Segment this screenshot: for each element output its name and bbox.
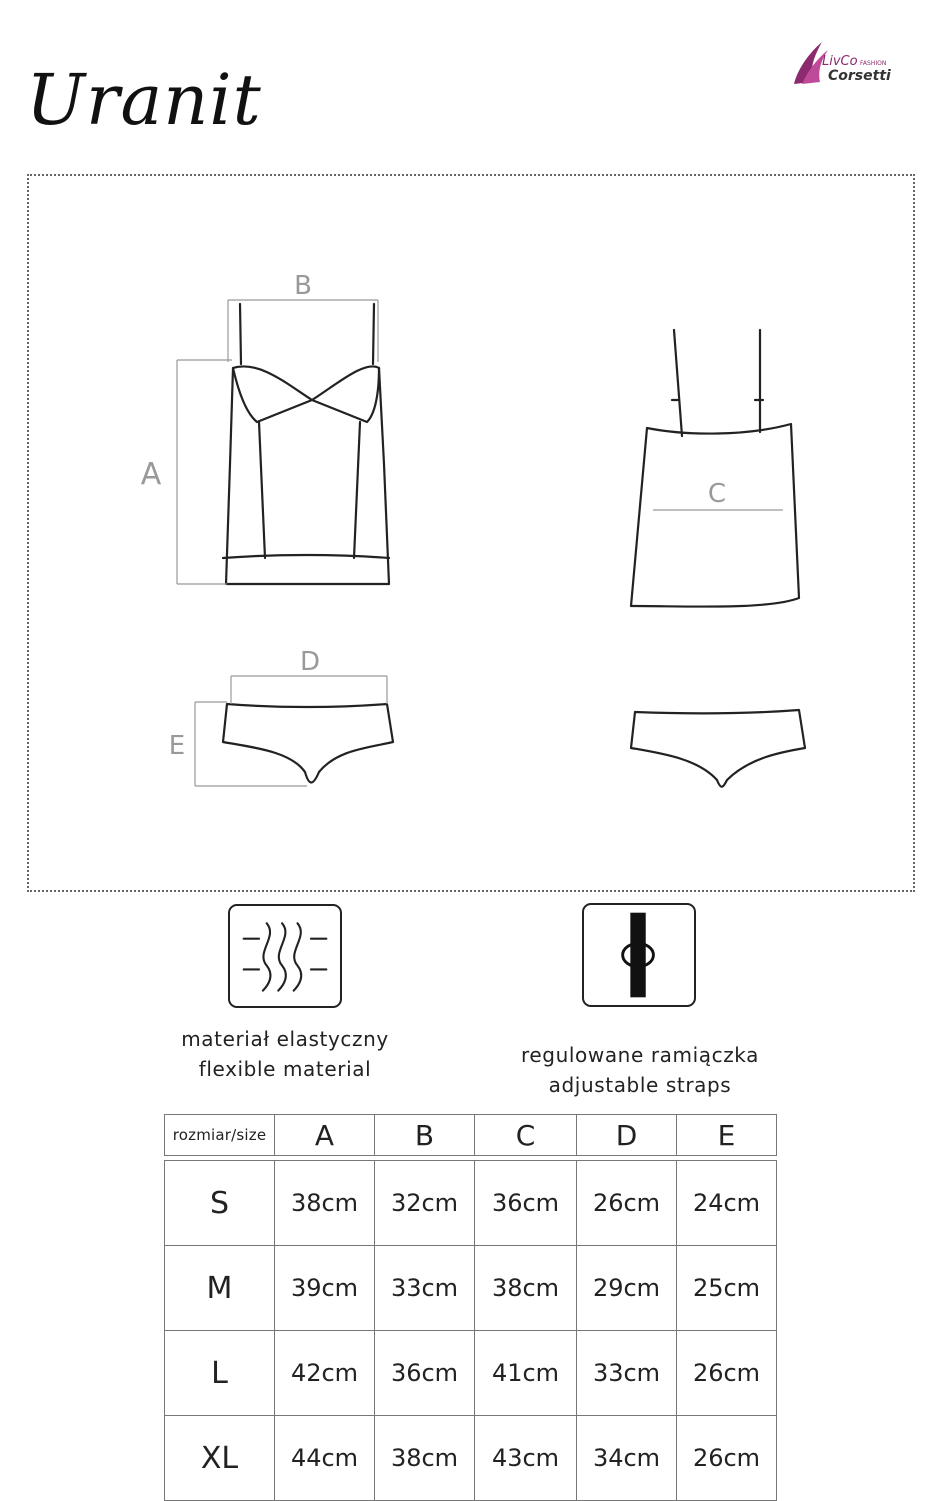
table-cell: 33cm — [577, 1331, 677, 1416]
table-cell: 38cm — [275, 1160, 375, 1246]
size-label: M — [164, 1246, 275, 1331]
feature-straps-line2: adjustable straps — [548, 1073, 732, 1097]
table-row — [164, 1331, 777, 1416]
size-label: S — [164, 1160, 275, 1246]
table-cell: 34cm — [577, 1416, 677, 1501]
table-cell: 42cm — [275, 1331, 375, 1416]
elastic-waves-icon — [228, 904, 342, 1008]
measure-label-c: C — [707, 479, 727, 509]
size-table — [164, 1114, 777, 1501]
table-cell: 41cm — [475, 1331, 577, 1416]
column-header-a: A — [275, 1114, 375, 1156]
feature-elastic-line1: materiał elastyczny — [181, 1027, 389, 1051]
camisole-front-sketch — [223, 304, 389, 584]
feature-straps-line1: regulowane ramiączka — [521, 1043, 759, 1067]
camisole-measure-lines — [177, 300, 378, 584]
briefs-front-sketch — [223, 704, 393, 783]
measure-label-a: A — [140, 457, 162, 492]
column-header-b: B — [375, 1114, 475, 1156]
feature-straps-label — [480, 1040, 800, 1100]
table-row — [164, 1160, 777, 1246]
table-cell: 29cm — [577, 1246, 677, 1331]
table-cell: 24cm — [677, 1160, 777, 1246]
column-header-e: E — [677, 1114, 777, 1156]
size-table-corner: rozmiar/size — [164, 1114, 275, 1156]
table-cell: 43cm — [475, 1416, 577, 1501]
table-row — [164, 1246, 777, 1331]
product-title — [22, 40, 322, 150]
svg-text:LivCo: LivCo — [822, 54, 858, 69]
svg-text:FASHION: FASHION — [860, 60, 887, 67]
column-header-d: D — [577, 1114, 677, 1156]
table-cell: 25cm — [677, 1246, 777, 1331]
strap-adjuster-icon — [582, 903, 696, 1007]
measure-label-d: D — [299, 647, 321, 677]
size-label: L — [164, 1331, 275, 1416]
table-cell: 26cm — [677, 1416, 777, 1501]
table-cell: 38cm — [475, 1246, 577, 1331]
table-cell: 26cm — [577, 1160, 677, 1246]
product-title-text: Uranit — [26, 59, 262, 141]
brand-logo — [788, 38, 906, 88]
table-cell: 36cm — [475, 1160, 577, 1246]
measure-label-b: B — [294, 271, 312, 301]
garment-sketches — [27, 174, 915, 892]
table-cell: 39cm — [275, 1246, 375, 1331]
table-cell: 26cm — [677, 1331, 777, 1416]
table-cell: 38cm — [375, 1416, 475, 1501]
table-cell: 44cm — [275, 1416, 375, 1501]
briefs-back-sketch — [631, 710, 805, 787]
table-cell: 36cm — [375, 1331, 475, 1416]
feature-elastic-label — [150, 1024, 420, 1084]
measure-label-e: E — [168, 731, 186, 761]
camisole-back-sketch — [631, 330, 799, 607]
size-table-header — [164, 1114, 777, 1156]
feature-elastic-line2: flexible material — [198, 1057, 372, 1081]
table-row — [164, 1416, 777, 1501]
table-cell: 32cm — [375, 1160, 475, 1246]
table-cell: 33cm — [375, 1246, 475, 1331]
svg-text:Corsetti: Corsetti — [828, 68, 891, 84]
column-header-c: C — [475, 1114, 577, 1156]
size-label: XL — [164, 1416, 275, 1501]
